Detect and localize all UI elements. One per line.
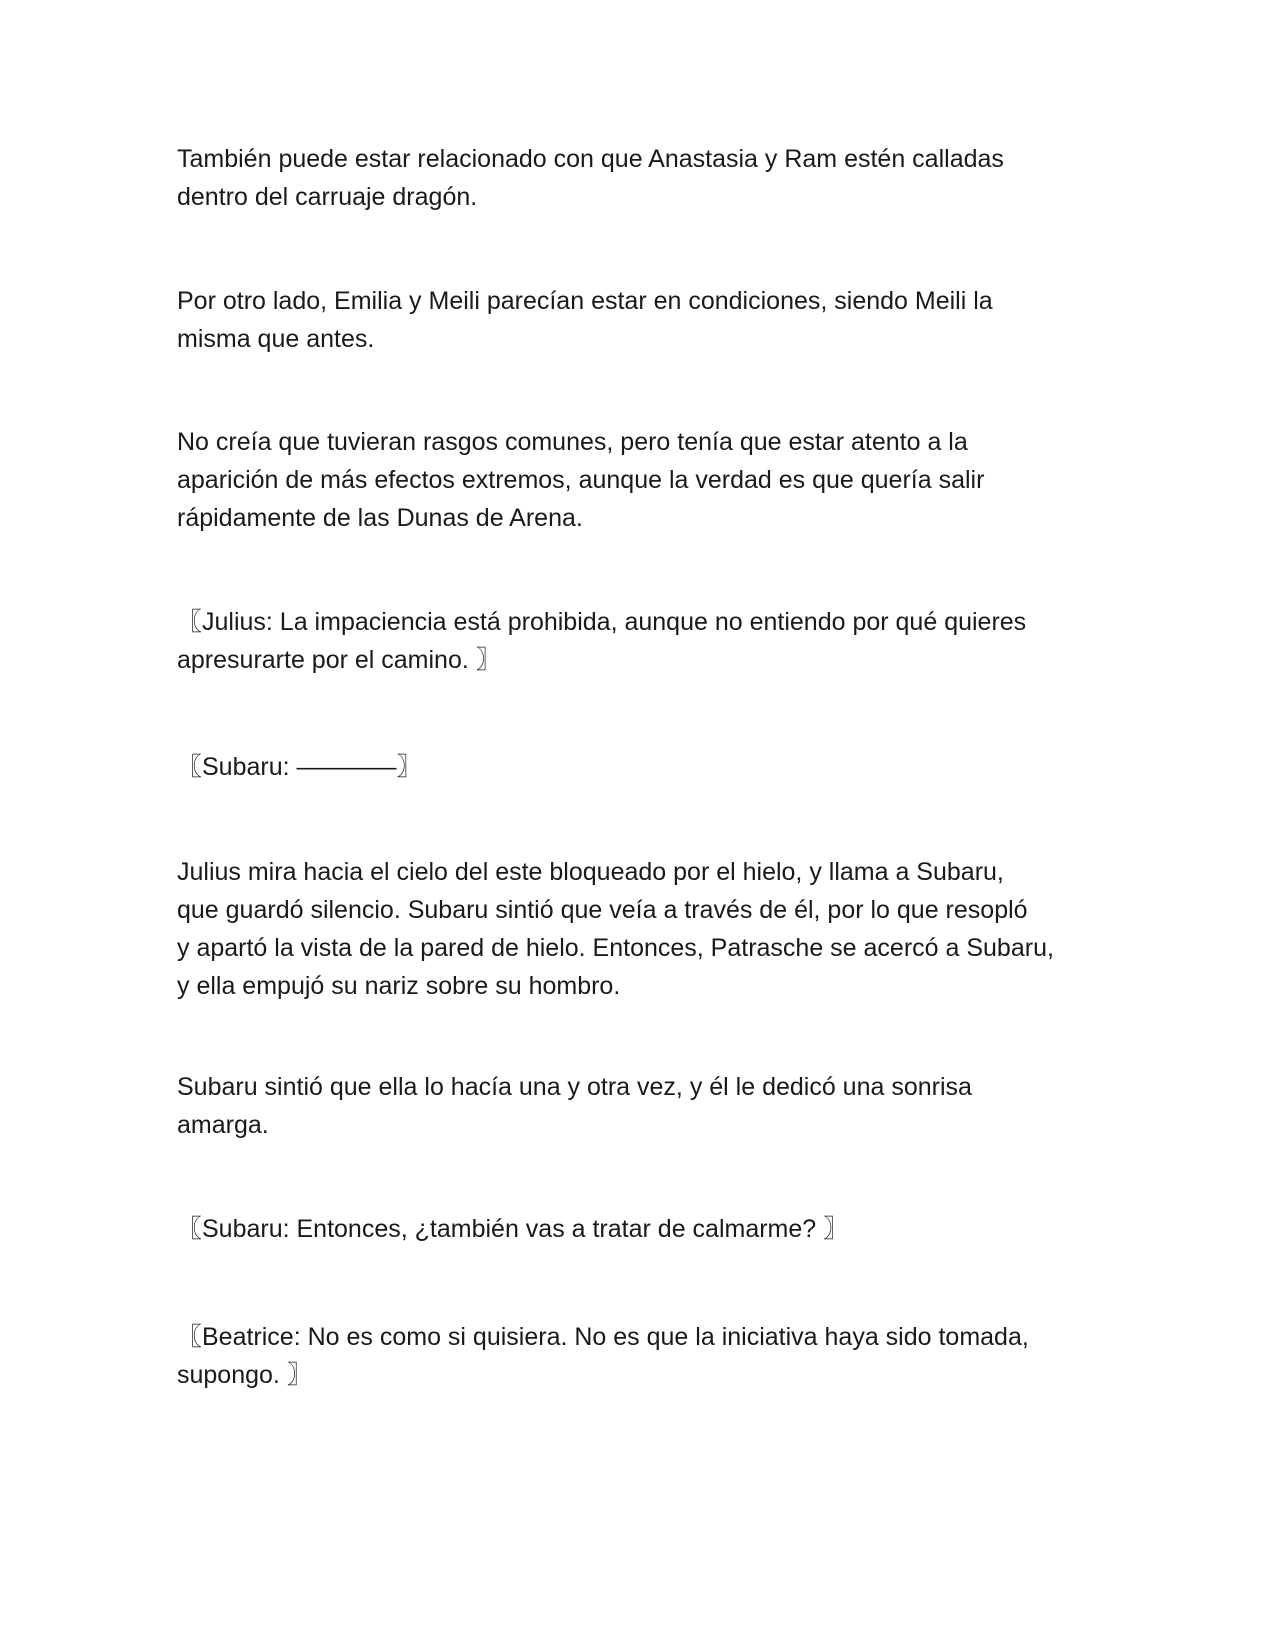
paragraph-bitter-smile: Subaru sintió que ella lo hacía una y otra vez, y él le dedicó una sonrisa amarga. xyxy=(177,1073,972,1139)
dialogue-beatrice: 〖Beatrice: No es como si quisiera. No es que la iniciativa haya sido tomada, supongo. 〗 xyxy=(177,1323,1029,1389)
dialogue-subaru-silence: 〖Subaru: ————〗 xyxy=(177,753,422,781)
paragraph-carriage-silence: También puede estar relacionado con que Anastasia y Ram estén calladas dentro del carruaje dragón. xyxy=(177,145,1004,211)
paragraph-common-traits: No creía que tuvieran rasgos comunes, pero tenía que estar atento a la aparición de más efectos extremos, aunque la verdad es que quería salir rápidamente de las Dunas de Arena. xyxy=(177,428,985,532)
dialogue-julius: 〖Julius: La impaciencia está prohibida, aunque no entiendo por qué quieres apresurarte por el camino. 〗 xyxy=(177,608,1027,674)
paragraph-julius-looks-east: Julius mira hacia el cielo del este bloqueado por el hielo, y llama a Subaru, que guardó silencio. Subaru sintió que veía a través de él, por lo que resopló y apartó la vista de la pared de hielo. Entonces, Patrasche se acercó a Subaru, y ella empujó su nariz sobre su hombro. xyxy=(177,858,1054,1000)
dialogue-subaru-calm: 〖Subaru: Entonces, ¿también vas a tratar de calmarme? 〗 xyxy=(177,1215,849,1243)
paragraph-emilia-meili: Por otro lado, Emilia y Meili parecían estar en condiciones, siendo Meili la misma que antes. xyxy=(177,287,993,353)
